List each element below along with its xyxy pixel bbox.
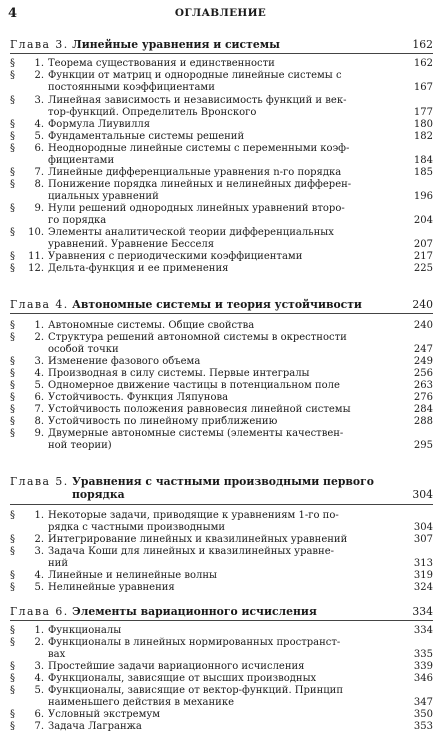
section-page: 313 [413,557,433,569]
section-title: Элементы аналитической теории дифференциальных [48,227,334,238]
section-title: Простейшие задачи вариационного исчисления [48,661,305,672]
section-title: Структура решений автономной системы в окрестности [48,332,347,343]
section-title: Двумерные автономные системы (элементы качествен- [48,428,344,439]
chapter-heading [10,475,433,488]
section-title: Условный экстремум [48,709,161,720]
chapter-heading [10,298,433,311]
section-title-cont: ний [48,557,68,569]
section-title: Нелинейные уравнения [48,582,175,593]
chapter-3 [10,38,433,274]
section-title-cont: фициентами [48,154,115,166]
section-page: 346 [413,673,433,684]
section-number: 6. [34,392,44,403]
section-page: 276 [413,392,433,403]
section-number: 12. [28,263,44,274]
section-page: 247 [413,343,433,355]
section-title: Функционалы, зависящие от высших производных [48,673,317,684]
section-page: 184 [413,154,433,166]
section-page: 204 [413,214,433,226]
section-page: 256 [413,368,433,379]
section-title: Функционалы, зависящие от вектор-функций. Принцип [48,685,344,696]
section-page: 335 [413,648,433,660]
section-title: Изменение фазового объема [48,356,201,367]
section-mark: § [10,119,15,130]
chapter-heading [10,38,433,51]
section-title: Линейные дифференциальные уравнения n-го порядка [48,167,342,178]
chapter-heading [10,605,433,618]
section-page: 167 [413,81,433,93]
section-mark: § [10,58,15,69]
chapter-title-cont: порядка [72,488,125,501]
section-number: 6. [34,143,44,154]
section-page: 347 [413,696,433,708]
section-title: Задача Лагранжа [48,721,142,732]
section-number: 4. [34,673,44,684]
section-number: 2. [34,70,44,81]
section-page: 196 [413,190,433,202]
section-number: 3. [34,95,44,106]
section-number: 4. [34,368,44,379]
section-page: 225 [413,263,433,274]
section-number: 1. [34,625,44,636]
chapter-page: 240 [412,298,433,311]
section-mark: § [10,392,15,403]
divider [10,53,433,54]
chapter-heading-cont [10,488,433,501]
section-title: Некоторые задачи, приводящие к уравнениям 1-го по- [48,510,339,521]
section-title: Нули решений однородных линейных уравнений второ- [48,203,345,214]
section-title-cont: го порядка [48,214,107,226]
section-title: Устойчивость. Функция Ляпунова [48,392,229,403]
section-number: 5. [34,131,44,142]
section-number: 2. [34,332,44,343]
chapter-5 [10,475,433,593]
chapter-label: Глава 6. [10,605,69,618]
chapter-page: 334 [412,605,433,618]
section-mark: § [10,95,15,106]
section-page: 350 [413,709,433,720]
section-mark: § [10,637,15,648]
chapter-4 [10,298,433,451]
section-title: Производная в силу системы. Первые интегралы [48,368,310,379]
section-title: Теорема существования и единственности [48,58,275,69]
section-page: 295 [413,439,433,451]
section-number: 1. [34,58,44,69]
section-number: 6. [34,709,44,720]
section-page: 180 [413,119,433,130]
section-page: 334 [413,625,433,636]
section-mark: § [10,251,15,262]
section-title: Автономные системы. Общие свойства [48,320,255,331]
chapter-page: 162 [412,38,433,51]
section-mark: § [10,709,15,720]
section-title: Уравнения с периодическими коэффициентами [48,251,303,262]
section-mark: § [10,380,15,391]
section-title: Устойчивость по линейному приближению [48,416,278,427]
section-number: 4. [34,119,44,130]
section-mark: § [10,404,15,415]
section-title-cont: постоянными коэффициентами [48,81,215,93]
divider [10,313,433,314]
section-page: 249 [413,356,433,367]
section-number: 1. [34,320,44,331]
section-mark: § [10,227,15,238]
section-number: 7. [34,167,44,178]
section-mark: § [10,510,15,521]
section-number: 11. [28,251,44,262]
section-title: Фундаментальные системы решений [48,131,245,142]
chapter-page: 304 [412,488,433,501]
section-number: 4. [34,570,44,581]
section-page: 284 [413,404,433,415]
section-number: 8. [34,179,44,190]
section-title: Устойчивость положения равновесия линейной системы [48,404,351,415]
section-number: 7. [34,721,44,732]
section-title: Одномерное движение частицы в потенциальном поле [48,380,340,391]
running-head: ОГЛАВЛЕНИЕ [174,7,267,19]
chapter-6 [10,605,433,732]
section-mark: § [10,179,15,190]
section-title: Интегрирование линейных и квазилинейных уравнений [48,534,348,545]
section-title-cont: наименьшего действия в механике [48,696,235,708]
divider [10,504,433,505]
section-page: 182 [413,131,433,142]
section-mark: § [10,203,15,214]
section-title-cont: ной теории) [48,439,112,451]
section-page: 304 [413,521,433,533]
section-title: Линейная зависимость и независимость функций и век- [48,95,347,106]
chapter-title: Элементы вариационного исчисления [72,605,317,618]
chapter-title: Автономные системы и теория устойчивости [72,298,362,311]
chapter-label: Глава 4. [10,298,69,311]
section-number: 3. [34,546,44,557]
section-page: 162 [413,58,433,69]
section-title-cont: уравнений. Уравнение Бесселя [48,238,215,250]
section-title: Понижение порядка линейных и нелинейных дифферен- [48,179,352,190]
section-mark: § [10,416,15,427]
section-number: 2. [34,637,44,648]
page-number: 4 [8,6,18,21]
section-page: 288 [413,416,433,427]
section-mark: § [10,625,15,636]
section-mark: § [10,263,15,274]
section-number: 3. [34,356,44,367]
section-mark: § [10,661,15,672]
section-page: 307 [413,534,433,545]
section-mark: § [10,131,15,142]
section-mark: § [10,332,15,343]
chapter-label: Глава 3. [10,38,69,51]
section-number: 3. [34,661,44,672]
section-page: 319 [413,570,433,581]
section-mark: § [10,534,15,545]
section-mark: § [10,368,15,379]
section-title: Линейные и нелинейные волны [48,570,218,581]
section-title-cont: циальных уравнений [48,190,159,202]
section-mark: § [10,570,15,581]
section-number: 5. [34,380,44,391]
section-mark: § [10,320,15,331]
chapter-label: Глава 5. [10,475,69,488]
chapter-title: Линейные уравнения и системы [72,38,280,51]
section-page: 240 [413,320,433,331]
section-title: Дельта-функция и ее применения [48,263,229,274]
section-title-cont: рядка с частными производными [48,521,226,533]
section-number: 5. [34,685,44,696]
section-mark: § [10,546,15,557]
section-number: 9. [34,203,44,214]
section-title: Формула Лиувилля [48,119,151,130]
section-title-cont: вах [48,648,66,660]
section-title: Задача Коши для линейных и квазилинейных уравне- [48,546,335,557]
section-number: 2. [34,534,44,545]
section-title-cont: тор-функций. Определитель Вронского [48,106,257,118]
section-number: 1. [34,510,44,521]
section-number: 9. [34,428,44,439]
section-title: Неоднородные линейные системы с переменными коэф- [48,143,350,154]
section-title-cont: особой точки [48,343,119,355]
section-mark: § [10,143,15,154]
section-page: 177 [413,106,433,118]
section-page: 217 [413,251,433,262]
section-mark: § [10,582,15,593]
section-mark: § [10,721,15,732]
section-mark: § [10,428,15,439]
section-title: Функционалы в линейных нормированных пространст- [48,637,341,648]
section-mark: § [10,685,15,696]
section-title: Функционалы [48,625,122,636]
section-mark: § [10,70,15,81]
chapter-title: Уравнения с частными производными первого [72,475,374,488]
divider [10,620,433,621]
section-number: 10. [28,227,44,238]
section-page: 185 [413,167,433,178]
section-title: Функции от матриц и однородные линейные системы с [48,70,342,81]
section-number: 5. [34,582,44,593]
section-number: 7. [34,404,44,415]
section-page: 324 [413,582,433,593]
section-mark: § [10,356,15,367]
section-page: 353 [413,721,433,732]
section-page: 207 [413,238,433,250]
section-number: 8. [34,416,44,427]
section-mark: § [10,167,15,178]
section-page: 339 [413,661,433,672]
section-mark: § [10,673,15,684]
section-page: 263 [413,380,433,391]
